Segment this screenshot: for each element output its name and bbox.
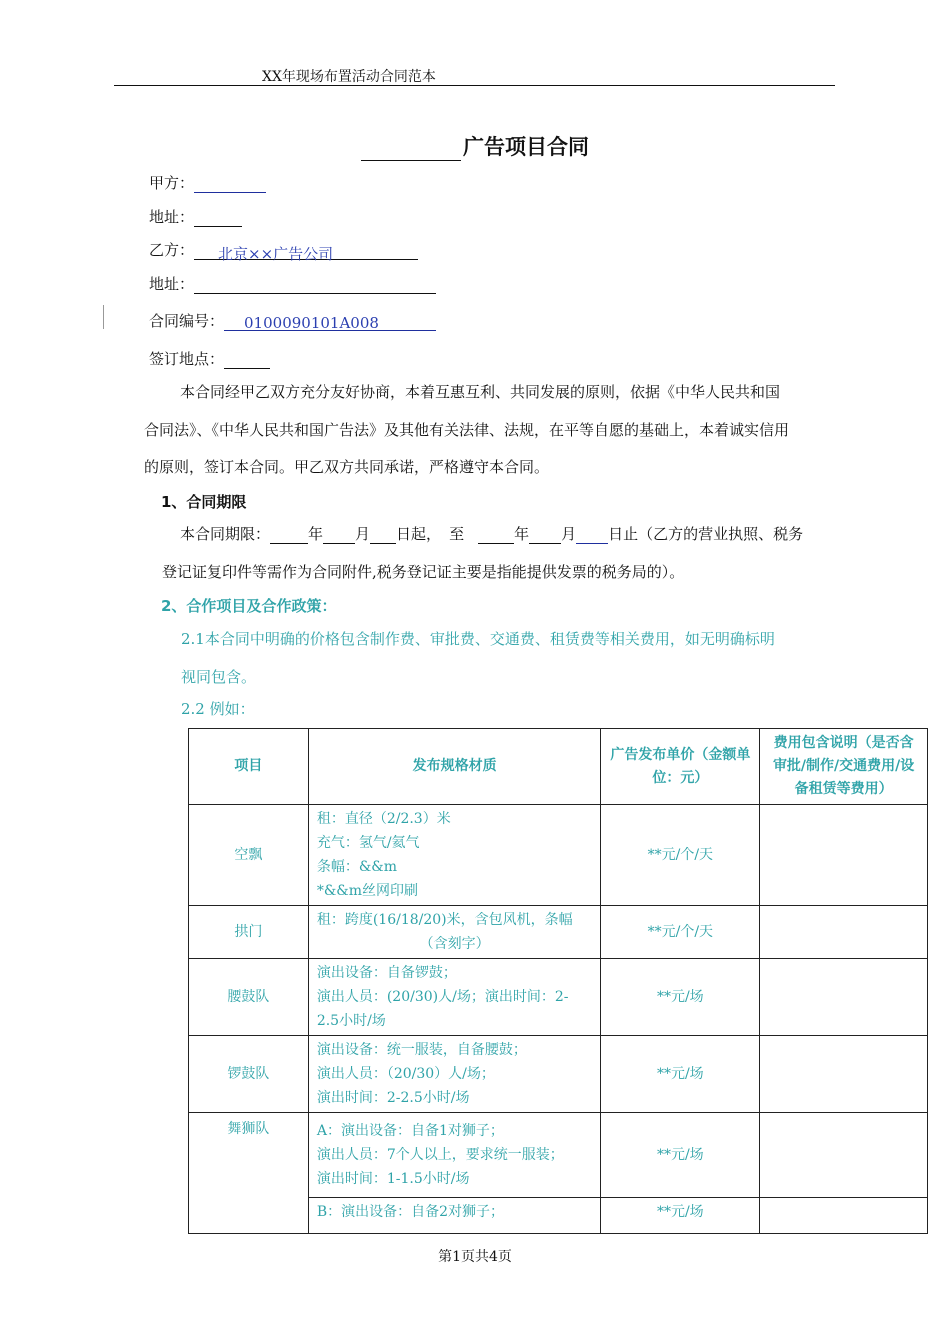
section-2-2-example: 2.2 例如： (181, 700, 255, 718)
notes-cell[interactable] (760, 1198, 928, 1234)
start-year-blank[interactable] (270, 526, 308, 544)
sign-place-field: 签订地点： (149, 348, 270, 369)
notes-cell[interactable] (760, 805, 928, 906)
intro-line-3: 的原则，签订本合同。甲乙双方共同承诺，严格遵守本合同。 (144, 458, 550, 476)
address1-field: 地址： (149, 206, 242, 227)
header-item: 项目 (189, 729, 309, 805)
start-month-blank[interactable] (323, 526, 355, 544)
section-2-heading: 2、合作项目及合作政策： (161, 597, 337, 615)
header-price: 广告发布单价（金额单位：元） (601, 729, 760, 805)
section-1-line-2: 登记证复印件等需作为合同附件,税务登记证主要是指能提供发票的税务局的）。 (162, 563, 685, 581)
header-notes: 费用包含说明（是否含审批/制作/交通费用/设备租赁等费用） (760, 729, 928, 805)
start-day-blank[interactable] (370, 526, 396, 544)
party-a-blank[interactable] (194, 175, 266, 193)
header-spec: 发布规格材质 (308, 729, 601, 805)
notes-cell[interactable] (760, 906, 928, 959)
text-cursor-mark (103, 305, 104, 329)
address2-field: 地址： (149, 273, 436, 294)
page-footer: 第1页共4页 (438, 1249, 512, 1265)
intro-line-2: 合同法》、《中华人民共和国广告法》及其他有关法律、法规，在平等自愿的基础上，本着诚实信用 (144, 421, 790, 439)
end-month-blank[interactable] (529, 526, 561, 544)
address1-blank[interactable] (194, 209, 242, 227)
table-row: B：演出设备：自备2对狮子； **元/场 (189, 1198, 928, 1234)
section-2-1-line-1: 2.1本合同中明确的价格包含制作费、审批费、交通费、租赁费等相关费用，如无明确标明 (181, 630, 775, 648)
header-divider (114, 85, 835, 86)
contract-no-value[interactable]: 0100090101A008 (224, 314, 436, 331)
table-header-row (189, 729, 928, 805)
notes-cell[interactable] (760, 1036, 928, 1113)
notes-cell[interactable] (760, 1113, 928, 1198)
section-1-term-line: 本合同期限： 年 月 日起， 至 年 月 日止（乙方的营业执照、税务 (180, 525, 804, 543)
end-year-blank[interactable] (478, 526, 514, 544)
section-1-heading: 1、合同期限 (161, 493, 247, 511)
notes-cell[interactable] (760, 959, 928, 1036)
document-title: 广告项目合同 (0, 131, 950, 161)
party-b-value[interactable]: 北京××广告公司 (194, 243, 418, 260)
contract-no-field: 合同编号： 0100090101A008 (149, 310, 436, 331)
table-row: 空飘 租：直径（2/2.3）米 充气：氢气/氦气 条幅：&&m *&&m丝网印刷 **元/个/天 (189, 805, 928, 906)
end-day-blank[interactable] (576, 526, 608, 544)
title-blank (361, 138, 461, 161)
party-a-field: 甲方： (149, 172, 266, 193)
table-row: 腰鼓队 演出设备：自备锣鼓； 演出人员：(20/30)人/场；演出时间：2- 2.5小时/场 **元/场 (189, 959, 928, 1036)
table-row: 舞狮队 A：演出设备：自备1对狮子； 演出人员：7个人以上，要求统一服装； 演出时间：1-1.5小时/场 **元/场 (189, 1113, 928, 1198)
table-row: 拱门 租：跨度(16/18/20)米，含包风机，条幅 （含刻字） **元/个/天 (189, 906, 928, 959)
section-2-1-line-2: 视同包含。 (181, 668, 257, 686)
pricing-table (188, 728, 928, 1234)
table-row: 锣鼓队 演出设备：统一服装，自备腰鼓； 演出人员：（20/30）人/场； 演出时间：2-2.5小时/场 **元/场 (189, 1036, 928, 1113)
intro-line-1: 本合同经甲乙双方充分友好协商，本着互惠互利、共同发展的原则，依据《中华人民共和国 (180, 383, 781, 401)
party-b-field: 乙方： 北京××广告公司 (149, 239, 418, 260)
sign-place-blank[interactable] (224, 351, 270, 369)
address2-blank[interactable] (194, 276, 436, 294)
page-header-title: XX年现场布置活动合同范本 (262, 69, 436, 85)
